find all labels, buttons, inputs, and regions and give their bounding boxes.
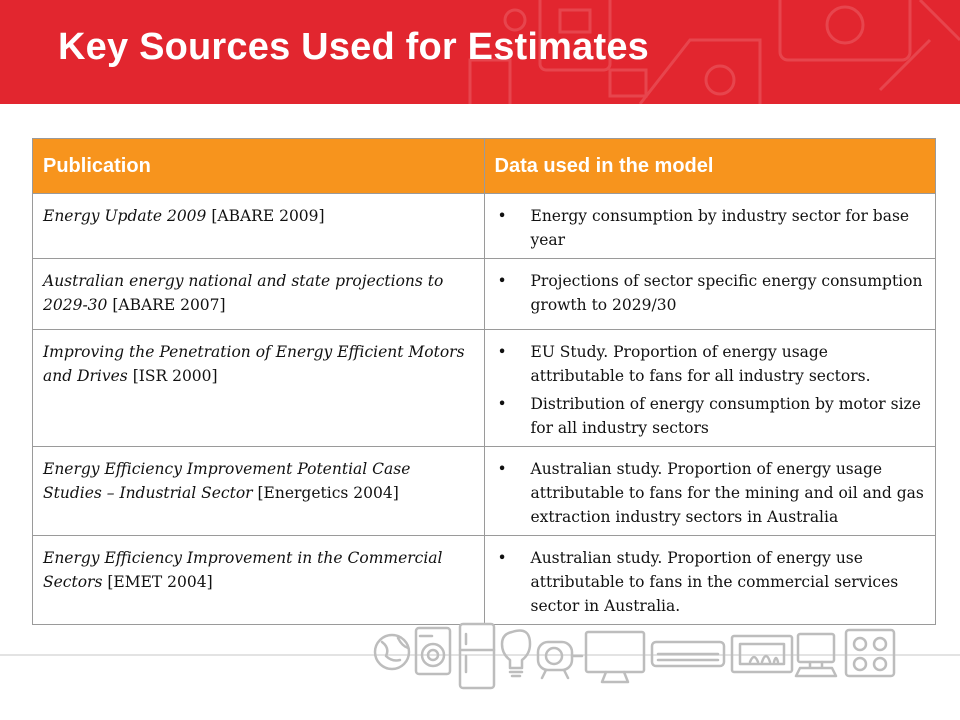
light-bulb-icon [502, 631, 530, 677]
publication-cell [33, 447, 485, 536]
bullet-item: • Projections of sector specific energy consumption growth to 2029/30 [495, 269, 926, 317]
publication-reference: [EMET 2004] [102, 573, 213, 591]
air-conditioner-icon [652, 642, 724, 666]
appliance-icon-strip [370, 622, 910, 694]
publication-reference: [ISR 2000] [127, 367, 218, 385]
table-row [33, 447, 936, 536]
motor-icon [538, 642, 582, 678]
globe-icon [375, 635, 409, 669]
bullet-item: • EU Study. Proportion of energy usage attributable to fans for all industry sectors. [495, 340, 926, 388]
television-icon [586, 632, 644, 682]
publication-title: Energy Efficiency Improvement Potential Case Studies – Industrial Sector [43, 460, 411, 502]
column-header-data-used: Data used in the model [484, 139, 936, 194]
table-header-row [33, 139, 936, 194]
bullet-item: • Australian study. Proportion of energy usage attributable to fans for the mining and oil and gas extraction industry sectors in Australia [495, 457, 926, 529]
fireplace-heater-icon [732, 636, 792, 672]
publication-reference: [ABARE 2009] [206, 207, 325, 225]
publication-cell [33, 536, 485, 625]
slide-title: Key Sources Used for Estimates [58, 26, 650, 68]
header-band [0, 0, 960, 104]
publication-title: Energy Update 2009 [43, 207, 207, 225]
publication-title: Australian energy national and state projections to 2029-30 [43, 272, 444, 314]
publication-reference: [ABARE 2007] [107, 296, 226, 314]
publication-cell [33, 194, 485, 259]
sources-table [32, 138, 936, 625]
data-used-cell [484, 194, 936, 259]
publication-cell [33, 259, 485, 330]
bullet-item: • Distribution of energy consumption by motor size for all industry sectors [495, 392, 926, 440]
data-used-cell [484, 536, 936, 625]
refrigerator-icon [460, 624, 494, 688]
data-used-cell [484, 330, 936, 447]
cooktop-icon [846, 630, 894, 676]
data-used-cell [484, 259, 936, 330]
table-row [33, 536, 936, 625]
computer-icon [796, 634, 836, 676]
publication-title: Energy Efficiency Improvement in the Commercial Sectors [43, 549, 443, 591]
column-header-publication: Publication [33, 139, 485, 194]
publication-reference: [Energetics 2004] [252, 484, 399, 502]
bullet-item: • Australian study. Proportion of energy use attributable to fans in the commercial services sector in Australia. [495, 546, 926, 618]
bullet-item: • Energy consumption by industry sector for base year [495, 204, 926, 252]
table-row [33, 330, 936, 447]
table-row [33, 259, 936, 330]
publication-cell [33, 330, 485, 447]
data-used-cell [484, 447, 936, 536]
table-row [33, 194, 936, 259]
publication-title: Improving the Penetration of Energy Efficient Motors and Drives [43, 343, 465, 385]
washing-machine-icon [416, 628, 450, 674]
